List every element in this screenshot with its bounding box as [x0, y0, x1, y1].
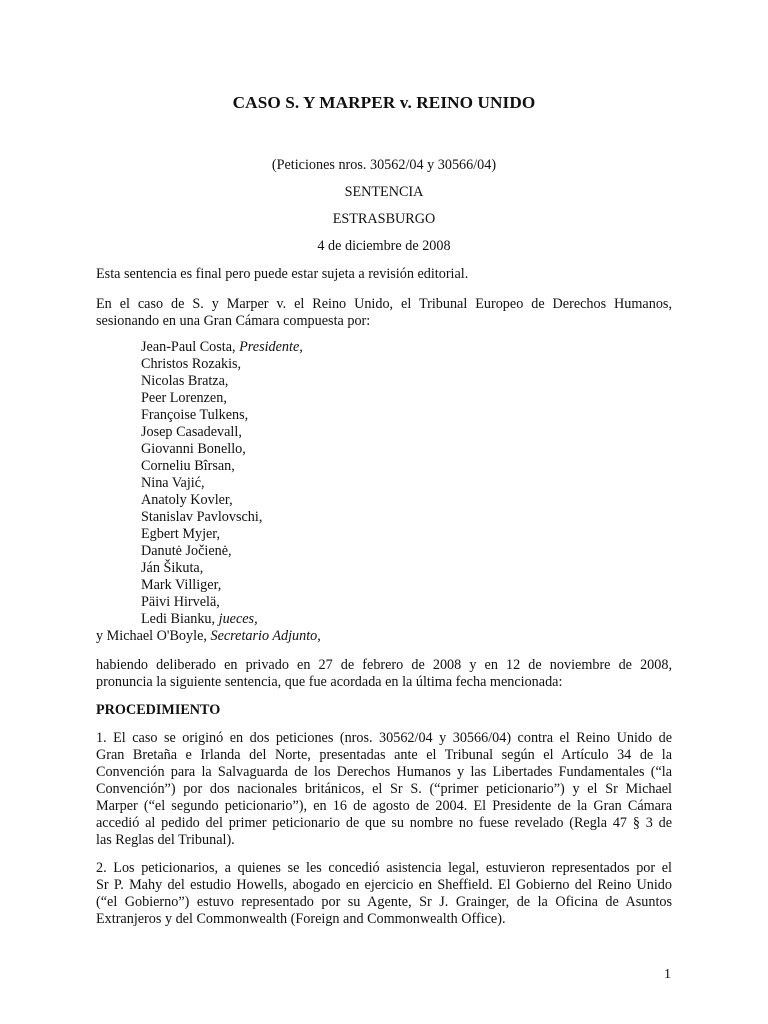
editorial-note: Esta sentencia es final pero puede estar sujeta a revisión editorial.	[96, 266, 469, 282]
judge-entry	[141, 594, 220, 611]
judge-name: Danutė Jočienė,	[141, 543, 232, 559]
paragraph-1-line: accedió al pedido del primer peticionario de que su nombre no fuese revelado (Regla 47 § 3 de	[96, 815, 672, 831]
judge-entry	[141, 339, 303, 356]
paragraph-1-line: las Reglas del Tribunal).	[96, 832, 235, 848]
judge-entry	[141, 526, 220, 543]
judge-entry	[141, 390, 227, 407]
judge-entry	[141, 543, 232, 560]
deliberation-line: habiendo deliberado en privado en 27 de febrero de 2008 y en 12 de noviembre de 2008,	[96, 657, 672, 673]
judge-entry	[141, 458, 235, 475]
judge-name: Ledi Bianku,	[141, 611, 219, 627]
judge-name: Anatoly Kovler,	[141, 492, 233, 508]
judge-entry	[141, 577, 221, 594]
paragraph-2-line: 2. Los peticionarios, a quienes se les concedió asistencia legal, estuvieron representados por el	[96, 860, 672, 876]
registrar-entry	[96, 628, 672, 645]
intro-line: En el caso de S. y Marper v. el Reino Unido, el Tribunal Europeo de Derechos Humanos,	[96, 296, 672, 312]
judge-entry	[141, 441, 246, 458]
judge-name: Egbert Myjer,	[141, 526, 221, 542]
judge-name: Françoise Tulkens,	[141, 407, 249, 423]
paragraph-1-line: Convención”) por dos nacionales británicos, el Sr S. (“primer peticionario”) y el Sr Michael	[96, 781, 672, 797]
judge-name: Nina Vajić,	[141, 475, 205, 491]
registrar-role: Secretario Adjunto,	[210, 628, 321, 644]
page-number: 1	[664, 967, 671, 982]
city-label: ESTRASBURGO	[332, 211, 436, 227]
judgment-label: SENTENCIA	[344, 184, 424, 200]
petition-numbers: (Peticiones nros. 30562/04 y 30566/04)	[271, 157, 497, 173]
paragraph-2-line: Sr P. Mahy del estudio Howells, abogado en ejercicio en Sheffield. El Gobierno del Reino Unido	[96, 877, 672, 893]
paragraph-2-line: (“el Gobierno”) estuvo representado por su Agente, Sr J. Grainger, de la Oficina de Asuntos	[96, 894, 672, 910]
paragraph-1-line: Marper (“el segundo peticionario”), en 16 de agosto de 2004. El Presidente de la Gran Cámara	[96, 798, 672, 814]
judge-entry	[141, 407, 248, 424]
paragraph-1-line: Convención para la Salvaguarda de los Derechos Humanos y las Libertades Fundamentales (“la	[96, 764, 672, 780]
judge-entry	[141, 356, 241, 373]
judge-entry	[141, 560, 203, 577]
judge-entry	[141, 424, 242, 441]
judge-entry	[141, 611, 258, 628]
judge-entry	[141, 373, 228, 390]
case-title: CASO S. Y MARPER v. REINO UNIDO	[232, 93, 536, 112]
judge-name: Peer Lorenzen,	[141, 390, 227, 406]
judge-role: jueces,	[218, 611, 258, 627]
judge-name: Mark Villiger,	[141, 577, 222, 593]
judge-name: Ján Šikuta,	[141, 560, 204, 576]
judge-name: Christos Rozakis,	[141, 356, 242, 372]
judge-name: Nicolas Bratza,	[141, 373, 229, 389]
paragraph-1-line: Gran Bretaña e Irlanda del Norte, presentadas ante el Tribunal según el Artículo 34 de la	[96, 747, 672, 763]
judge-entry	[141, 475, 205, 492]
judgment-date: 4 de diciembre de 2008	[317, 238, 451, 254]
judge-entry	[141, 492, 233, 509]
judge-name: Jean-Paul Costa,	[141, 339, 240, 355]
judge-name: Päivi Hirvelä,	[141, 594, 220, 610]
judge-entry	[141, 509, 262, 526]
procedure-heading: PROCEDIMIENTO	[96, 702, 221, 718]
judge-name: Corneliu Bîrsan,	[141, 458, 235, 474]
paragraph-2-line: Extranjeros y del Commonwealth (Foreign and Commonwealth Office).	[96, 911, 506, 927]
judge-name: Stanislav Pavlovschi,	[141, 509, 263, 525]
judge-name: Giovanni Bonello,	[141, 441, 246, 457]
judge-name: Josep Casadevall,	[141, 424, 242, 440]
intro-line: sesionando en una Gran Cámara compuesta por:	[96, 313, 371, 329]
paragraph-1-line: 1. El caso se originó en dos peticiones (nros. 30562/04 y 30566/04) contra el Reino Unido de	[96, 730, 672, 746]
registrar-name: y Michael O'Boyle,	[96, 628, 211, 644]
deliberation-line: pronuncia la siguiente sentencia, que fue acordada en la última fecha mencionada:	[96, 674, 563, 690]
judge-role: Presidente,	[239, 339, 303, 355]
